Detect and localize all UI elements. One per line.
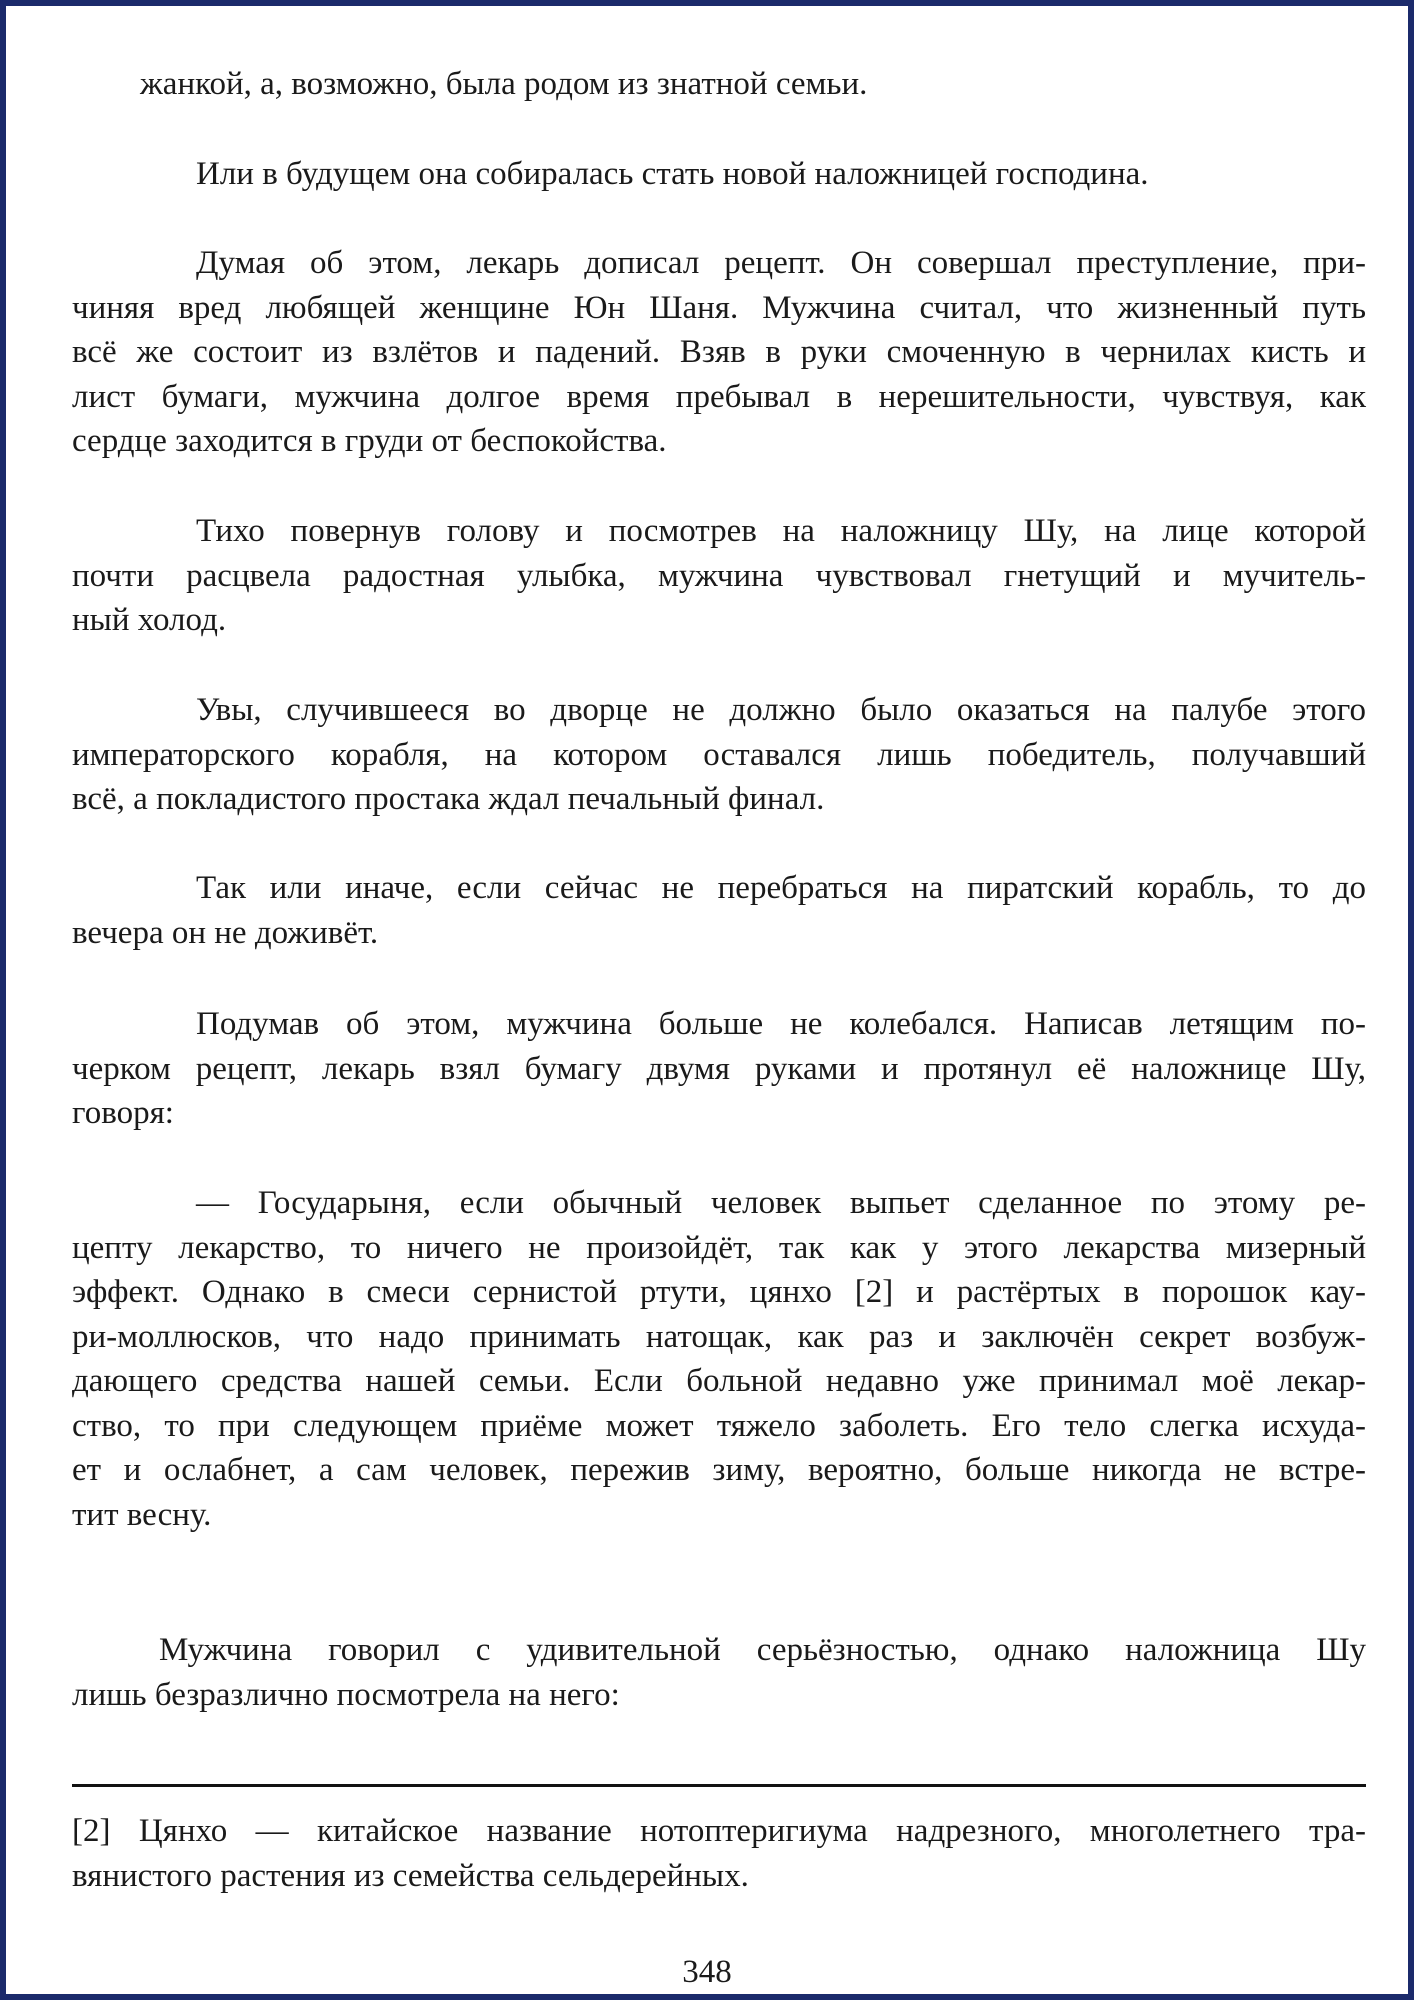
- text-line: лишь безразлично посмотрела на него:: [72, 1676, 620, 1713]
- footnote: [72, 1809, 1366, 1898]
- text-line: — Государыня, если обычный человек выпьет сделанное по этому ре-: [196, 1185, 1366, 1221]
- text-line: чиняя вред любящей женщине Юн Шаня. Мужчина считал, что жизненный путь: [72, 289, 1366, 326]
- paragraph: [72, 152, 1366, 197]
- text-line: цепту лекарство, то ничего не произойдёт, так как у этого лекарства мизерный: [72, 1229, 1366, 1266]
- text-line: Так или иначе, если сейчас не перебраться на пиратский корабль, то до: [196, 870, 1366, 906]
- text-line: Или в будущем она собиралась стать новой наложницей господина.: [196, 156, 1149, 192]
- paragraph: [72, 241, 1366, 464]
- text-line: ри-моллюсков, что надо принимать натощак, как раз и заключён секрет возбуж-: [72, 1318, 1366, 1355]
- text-line: вечера он не доживёт.: [72, 914, 379, 951]
- text-line: Мужчина говорил с удивительной серьёзностью, однако наложница Шу: [159, 1632, 1366, 1668]
- text-line: императорского корабля, на котором оставался лишь победитель, получавший: [72, 736, 1366, 773]
- text-line: почти расцвела радостная улыбка, мужчина чувствовал гнетущий и мучитель-: [72, 557, 1366, 594]
- text-line: эффект. Однако в смеси сернистой ртути, цянхо [2] и растёртых в порошок кау-: [72, 1274, 1366, 1310]
- paragraph: [72, 866, 1366, 955]
- text-line: дающего средства нашей семьи. Если больной недавно уже принимал моё лекар-: [72, 1363, 1366, 1399]
- text-line: Думая об этом, лекарь дописал рецепт. Он совершал преступление, при-: [196, 245, 1366, 281]
- text-line: сердце заходится в груди от беспокойства.: [72, 423, 667, 459]
- paragraph: [72, 688, 1366, 822]
- page-number: 348: [682, 1954, 732, 1990]
- paragraph: [72, 509, 1366, 643]
- text-line: жанкой, а, возможно, была родом из знатной семьи.: [140, 66, 868, 102]
- text-line: ный холод.: [72, 602, 227, 638]
- text-line: говоря:: [72, 1095, 174, 1131]
- footnote-divider: [72, 1784, 1366, 1787]
- paragraph: [72, 1002, 1366, 1136]
- paragraph: [72, 1628, 1366, 1717]
- text-line: Тихо повернув голову и посмотрев на наложницу Шу, на лице которой: [196, 513, 1366, 549]
- text-line: Подумав об этом, мужчина больше не колебался. Написав летящим по-: [196, 1006, 1366, 1042]
- text-line: лист бумаги, мужчина долгое время пребывал в нерешительности, чувствуя, как: [72, 378, 1366, 415]
- paragraph-dialogue: [72, 1181, 1366, 1537]
- text-line: всё, а покладистого простака ждал печальный финал.: [72, 781, 825, 817]
- text-line: всё же состоит из взлётов и падений. Взяв в руки смоченную в чернилах кисть и: [72, 334, 1366, 370]
- text-line: ство, то при следующем приёме может тяжело заболеть. Его тело слегка исхуда-: [72, 1407, 1366, 1444]
- text-line: ет и ослабнет, а сам человек, пережив зиму, вероятно, больше никогда не встре-: [72, 1452, 1366, 1488]
- text-line: Увы, случившееся во дворце не должно было оказаться на палубе этого: [196, 692, 1366, 728]
- paragraph-continuation: [72, 62, 1366, 107]
- footnote-line: вянистого растения из семейства сельдерейных.: [72, 1857, 749, 1894]
- footnote-line: [2] Цянхо — китайское название нотоптеригиума надрезного, многолетнего тра-: [72, 1813, 1366, 1849]
- text-line: черком рецепт, лекарь взял бумагу двумя руками и протянул её наложнице Шу,: [72, 1050, 1366, 1087]
- text-line: тит весну.: [72, 1496, 212, 1533]
